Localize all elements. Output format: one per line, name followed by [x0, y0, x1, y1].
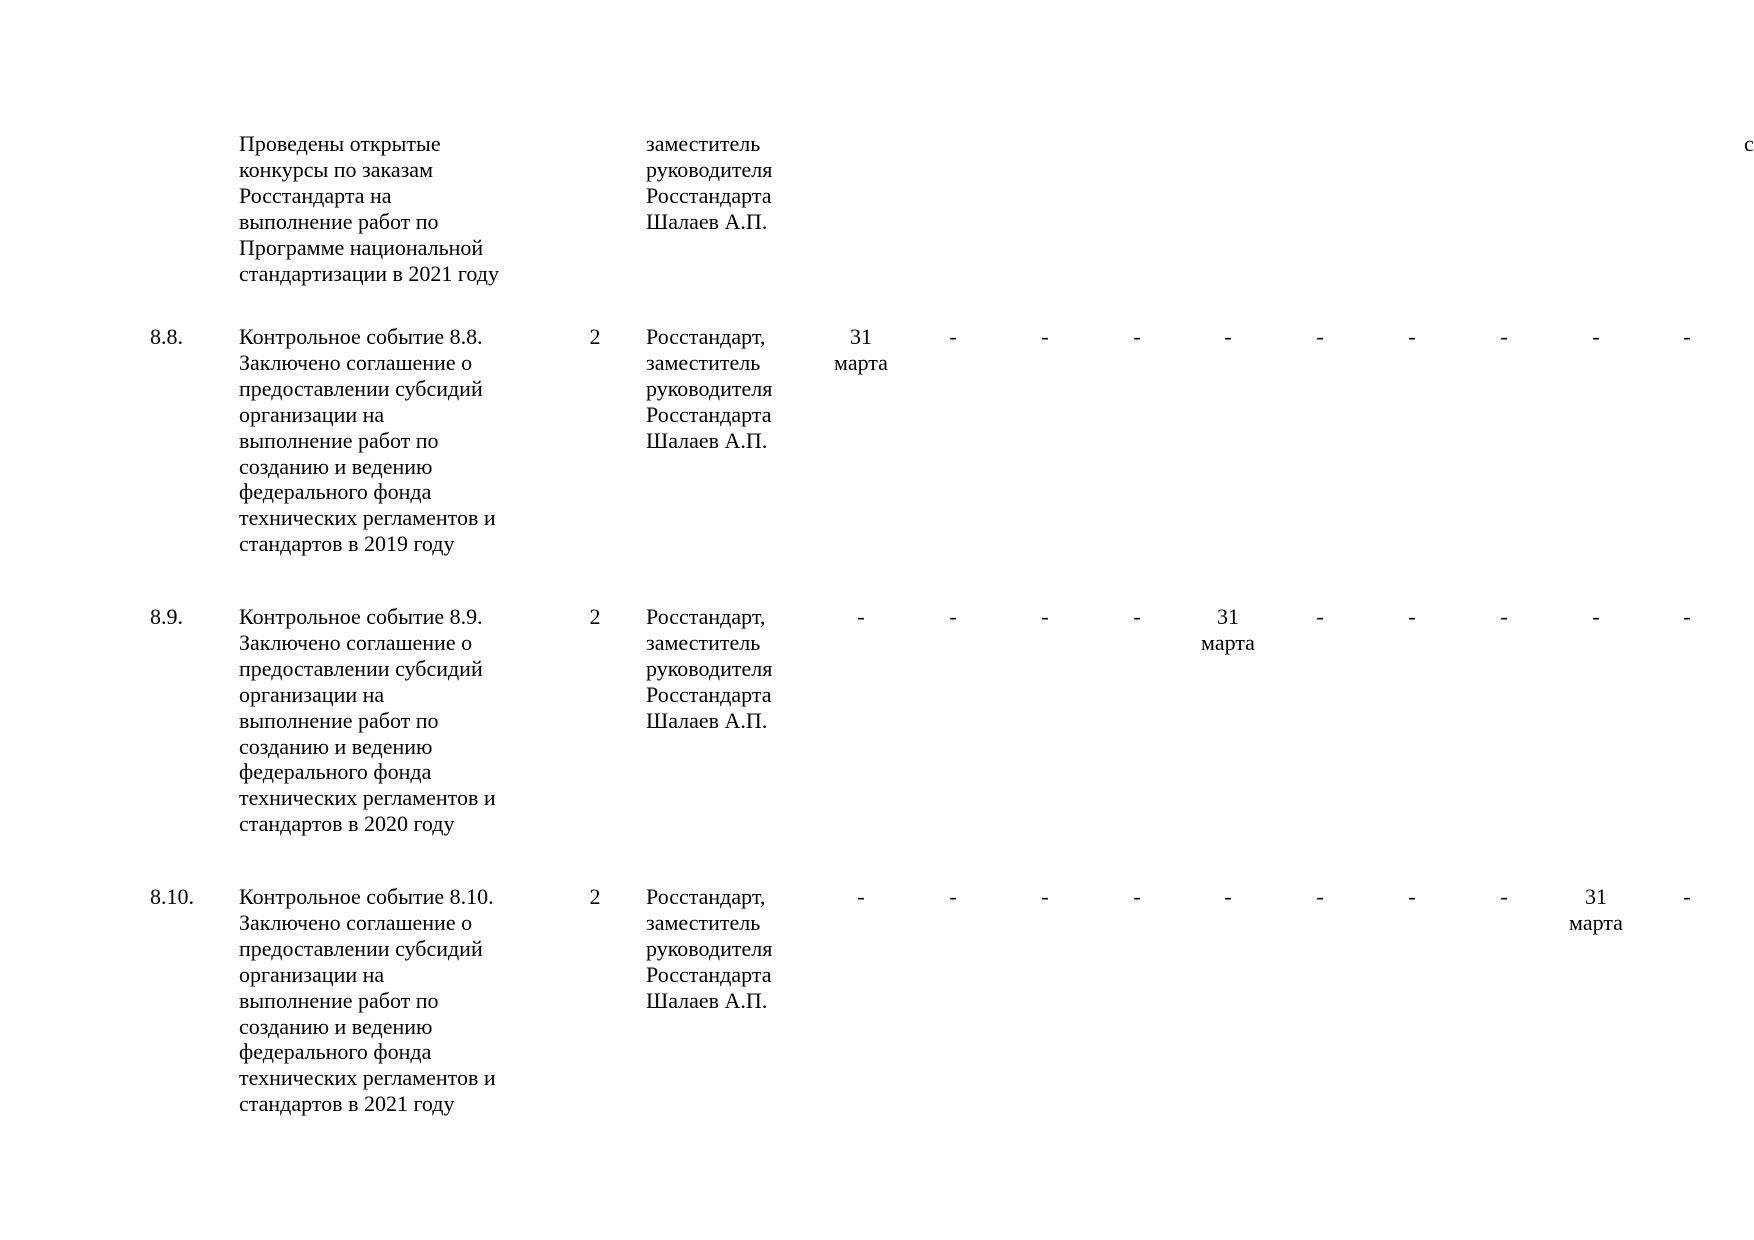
row-responsible: Росстандарт, заместитель руководителя Росстандарта Шалаев А.П. [646, 884, 773, 1013]
quarter-cell: - [1133, 884, 1141, 909]
quarter-cell: - [1041, 884, 1049, 909]
quarter-cell: - [1683, 884, 1691, 909]
quarter-cell: 31 марта [1569, 884, 1623, 935]
row-number: 8.10. [150, 884, 194, 909]
quarter-cell: 31 марта [1201, 604, 1255, 655]
quarter-cell: - [1683, 604, 1691, 629]
quarter-cell: - [1316, 884, 1324, 909]
row-description: Контрольное событие 8.8. Заключено соглашение о предоставлении субсидий организации на выполнение работ по созданию и ведению федерального фонда технических регламентов и стандартов в 2019 году [239, 324, 496, 557]
quarter-cell: - [1500, 604, 1508, 629]
continuation-description: Проведены открытые конкурсы по заказам Росстандарта на выполнение работ по Программе национальной стандартизации в 2021 году [239, 131, 499, 286]
quarter-cell: 31 марта [834, 324, 888, 375]
quarter-cell: - [857, 604, 865, 629]
quarter-cell: - [1224, 884, 1232, 909]
quarter-cell: - [1224, 324, 1232, 349]
quarter-cell: - [1500, 884, 1508, 909]
quarter-cell: - [1500, 324, 1508, 349]
quarter-cell: - [1408, 324, 1416, 349]
quarter-cell: - [1133, 324, 1141, 349]
quarter-cell: - [1408, 884, 1416, 909]
quarter-cell: - [1041, 604, 1049, 629]
quarter-cell: - [1408, 604, 1416, 629]
row-number: 8.9. [150, 604, 183, 629]
row-description: Контрольное событие 8.9. Заключено соглашение о предоставлении субсидий организации на выполнение работ по созданию и ведению федерального фонда технических регламентов и стандартов в 2020 году [239, 604, 496, 837]
quarter-cell: - [1316, 324, 1324, 349]
quarter-cell: - [949, 884, 957, 909]
quarter-cell: - [1133, 604, 1141, 629]
row-level: 2 [589, 604, 601, 629]
quarter-cell: - [949, 324, 957, 349]
row-level: 2 [589, 324, 601, 349]
row-level: 2 [589, 884, 601, 909]
quarter-cell: - [1041, 324, 1049, 349]
quarter-cell: - [949, 604, 957, 629]
row-responsible: Росстандарт, заместитель руководителя Росстандарта Шалаев А.П. [646, 324, 773, 453]
quarter-cell: - [1592, 324, 1600, 349]
quarter-cell: - [1592, 604, 1600, 629]
row-responsible: Росстандарт, заместитель руководителя Росстандарта Шалаев А.П. [646, 604, 773, 733]
quarter-cell: - [1683, 324, 1691, 349]
quarter-cell: - [1316, 604, 1324, 629]
continuation-responsible: заместитель руководителя Росстандарта Шалаев А.П. [646, 131, 773, 234]
edge-text-fragment: с [1744, 131, 1754, 156]
row-number: 8.8. [150, 324, 183, 349]
quarter-cell: - [857, 884, 865, 909]
row-description: Контрольное событие 8.10. Заключено соглашение о предоставлении субсидий организации на выполнение работ по созданию и ведению федерального фонда технических регламентов и стандартов в 2021 году [239, 884, 496, 1117]
